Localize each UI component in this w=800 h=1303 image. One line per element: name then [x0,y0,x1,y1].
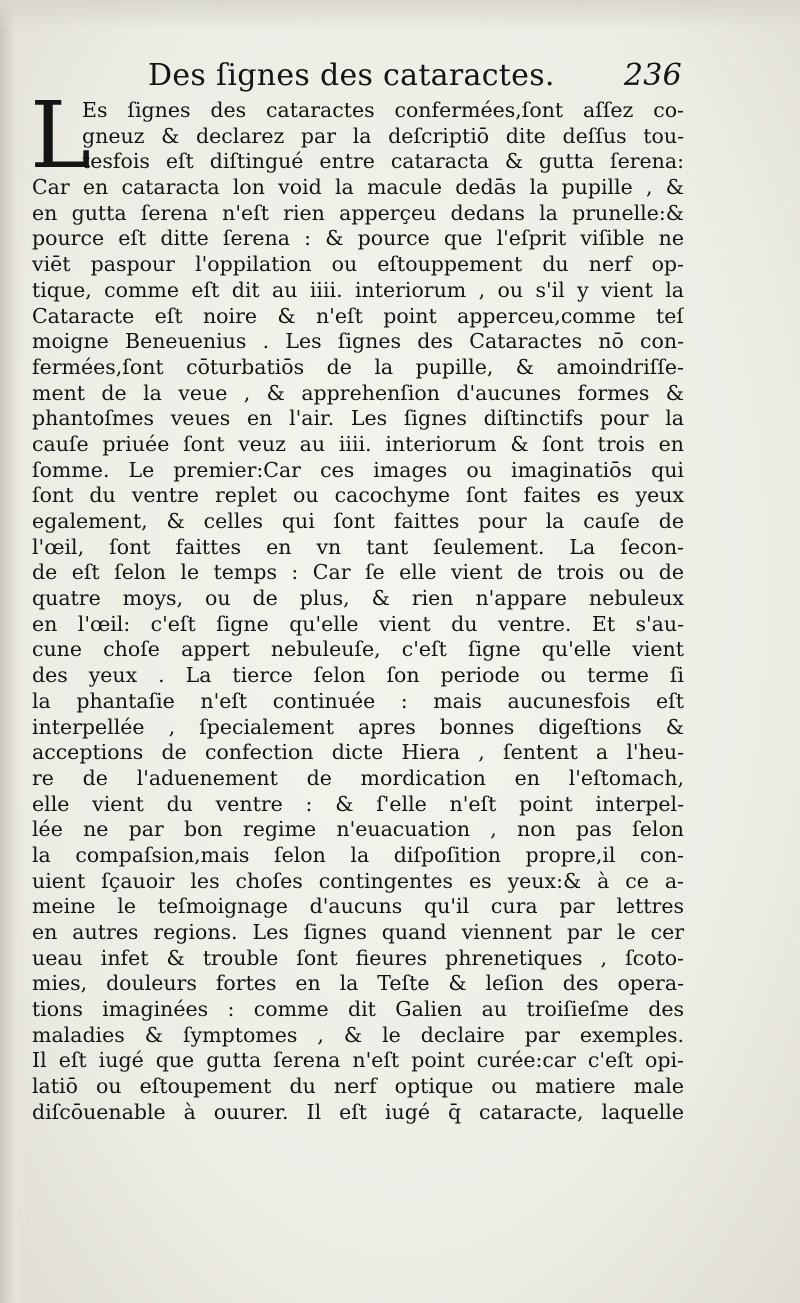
text-line: la phantaſie n'eſt continuée : mais aucunesfois eſt [32,688,684,713]
text-line: meine le teſmoignage d'aucuns qu'il cura par lettres [32,894,684,919]
text-line: elle vient du ventre : & ſ'elle n'eſt point interpel- [32,791,684,816]
text-line: pource eſt ditte ſerena : & pource que l'eſprit viſible ne [32,226,684,251]
text-line: diſcōuenable à ouurer. Il eſt iugé q̄ cataracte, laquelle [32,1099,684,1124]
drop-cap: L [30,82,92,189]
text-line: Es ſignes des cataractes confermées,ſont aſſez co- [82,98,684,122]
text-line: des yeux . La tierce ſelon ſon periode ou terme ſi [32,663,684,688]
running-header [148,56,682,96]
text-line: Cataracte eſt noire & n'eſt point apperceu,comme teſ [32,303,684,328]
text-line: en autres regions. Les ſignes quand viennent par le cer [32,920,684,944]
text-line: egalement, & celles qui ſont faittes pour la cauſe de [32,509,684,533]
text-line: ment de la veue , & apprehenſion d'aucunes formes & [32,380,684,405]
text-line: lée ne par bon regime n'euacuation , non pas ſelon [32,817,684,842]
page-top-shadow [0,0,800,30]
text-line: de eſt ſelon le temps : Car ſe elle vient de trois ou de [32,560,684,585]
text-line: fermées,ſont cōturbatiōs de la pupille, & amoindriſſe- [32,354,684,379]
text-line: maladies & ſymptomes , & le declaire par exemples. [32,1022,684,1047]
text-line: cauſe priuée ſont veuz au iiii. interiorum & ſont trois en [32,431,684,456]
page-gutter-shadow [0,0,26,1303]
text-line: re de l'aduenement de mordication en l'eſtomach, [32,765,684,790]
text-line: tique, comme eſt dit au iiii. interiorum , ou s'il y vient la [32,277,684,302]
text-line: en gutta ſerena n'eſt rien apperçeu dedans la prunelle:& [32,200,684,225]
text-line: quatre moys, ou de plus, & rien n'appare nebuleux [32,586,684,611]
text-line: mies, douleurs fortes en la Teſte & leſion des opera- [32,971,684,996]
text-line: interpellée , ſpecialement apres bonnes digeſtions & [32,714,684,739]
body-text [30,82,684,1126]
text-line: ueau infet & trouble ſont fieures phrenetiques , ſcoto- [32,945,684,970]
text-line: acceptions de confection dicte Hiera , ſentent a l'heu- [32,740,684,765]
text-line: gneuz & declarez par la deſcriptiō dite deſſus tou- [82,123,684,148]
text-line: l'œil, ſont faittes en vn tant ſeulement. La ſecon- [32,534,684,559]
text-line: viēt paspour l'oppilation ou eſtouppement du nerf op- [32,252,684,277]
text-line: cune choſe appert nebuleuſe, c'eſt ſigne qu'elle vient [32,637,684,662]
text-line: en l'œil: c'eſt ſigne qu'elle vient du ventre. Et s'au- [32,611,684,636]
text-line: tions imaginées : comme dit Galien au troiſieſme des [32,997,684,1022]
page-number: 236 [623,58,682,93]
text-line: phantoſmes veues en l'air. Les ſignes diſtinctifs pour la [32,406,684,431]
text-line: uient ſçauoir les choſes contingentes es yeux:& à ce a- [32,868,684,893]
text-line: Car en cataracta lon void la macule dedās la pupille , & [32,175,684,200]
text-line: ſont du ventre replet ou cacochyme ſont faites es yeux [32,483,684,508]
running-title: Des ſignes des cataractes. [148,58,555,93]
text-line: Il eſt iugé que gutta ſerena n'eſt point curée:car c'eſt opi- [32,1048,684,1073]
text-line: tesfois eſt diſtingué entre cataracta & gutta ſerena: [82,149,684,174]
text-line: moigne Beneuenius . Les ſignes des Cataractes nō con- [32,329,684,354]
text-line: la compaſsion,mais ſelon la diſpoſition propre,il con- [32,842,684,867]
text-line: latiō ou eſtoupement du nerf optique ou matiere male [32,1074,684,1099]
text-line: ſomme. Le premier:Car ces images ou imaginatiōs qui [32,457,684,482]
